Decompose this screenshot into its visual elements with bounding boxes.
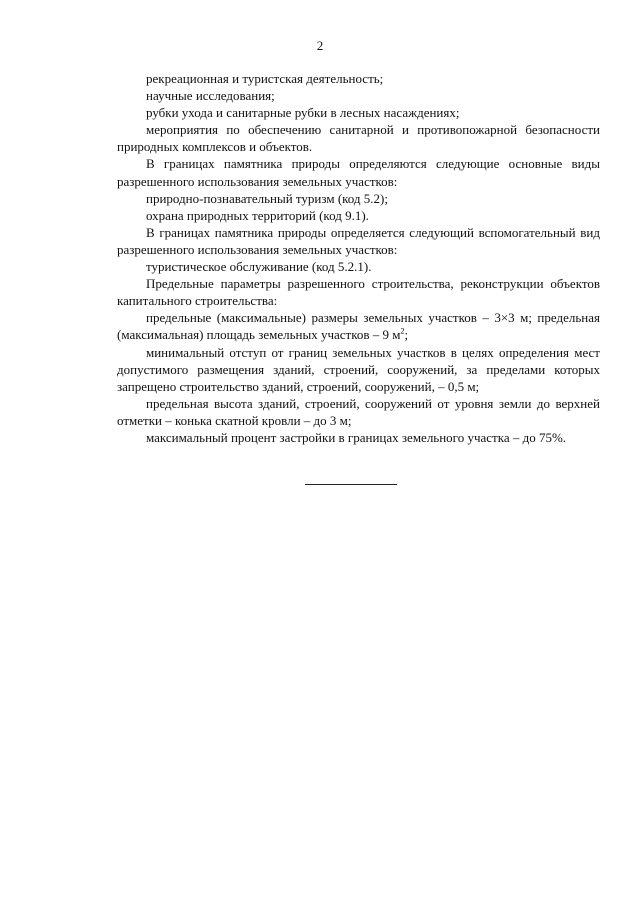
paragraph-11-suffix: ; xyxy=(404,327,409,343)
paragraph-14: максимальный процент застройки в границах земельного участка – до 75%. xyxy=(146,429,567,445)
paragraph-4: мероприятия по обеспечению санитарной и противопожарной безопасности природных комплексов и объектов. xyxy=(117,122,600,155)
paragraph-10: Предельные параметры разрешенного строительства, реконструкции объектов капитального строительства: xyxy=(117,276,600,309)
paragraph-11 xyxy=(117,309,600,343)
paragraph-8: В границах памятника природы определяется следующий вспомогательный вид разрешенного использования земельных участков: xyxy=(117,224,600,257)
paragraph-9: туристическое обслуживание (код 5.2.1). xyxy=(146,259,372,275)
document-body xyxy=(117,70,600,446)
superscript-2: 2 xyxy=(400,327,405,337)
paragraph-1: рекреационная и туристская деятельность; xyxy=(146,71,384,86)
paragraph-2: научные исследования; xyxy=(146,88,275,104)
paragraph-7: охрана природных территорий (код 9.1). xyxy=(146,207,369,223)
page-number: 2 xyxy=(316,38,324,53)
paragraph-6: природно-познавательный туризм (код 5.2); xyxy=(146,190,388,206)
paragraph-13: предельная высота зданий, строений, сооружений от уровня земли до верхней отметки – конька скатной кровли – до 3 м; xyxy=(117,395,600,428)
paragraph-5: В границах памятника природы определяются следующие основные виды разрешенного использования земельных участков: xyxy=(117,156,600,189)
end-divider-line xyxy=(305,484,397,485)
paragraph-3: рубки ухода и санитарные рубки в лесных насаждениях; xyxy=(146,105,460,121)
paragraph-12: минимальный отступ от границ земельных участков в целях определения мест допустимого размещения зданий, строений, сооружений, за пределами которых запрещено строительство зданий, строений, сооружений, – 0,5 м; xyxy=(117,344,600,394)
paragraph-11-text: предельные (максимальные) размеры земельных участков – 3×3 м; предельная (максимальная) площадь земельных участков – 9 м xyxy=(117,310,600,343)
